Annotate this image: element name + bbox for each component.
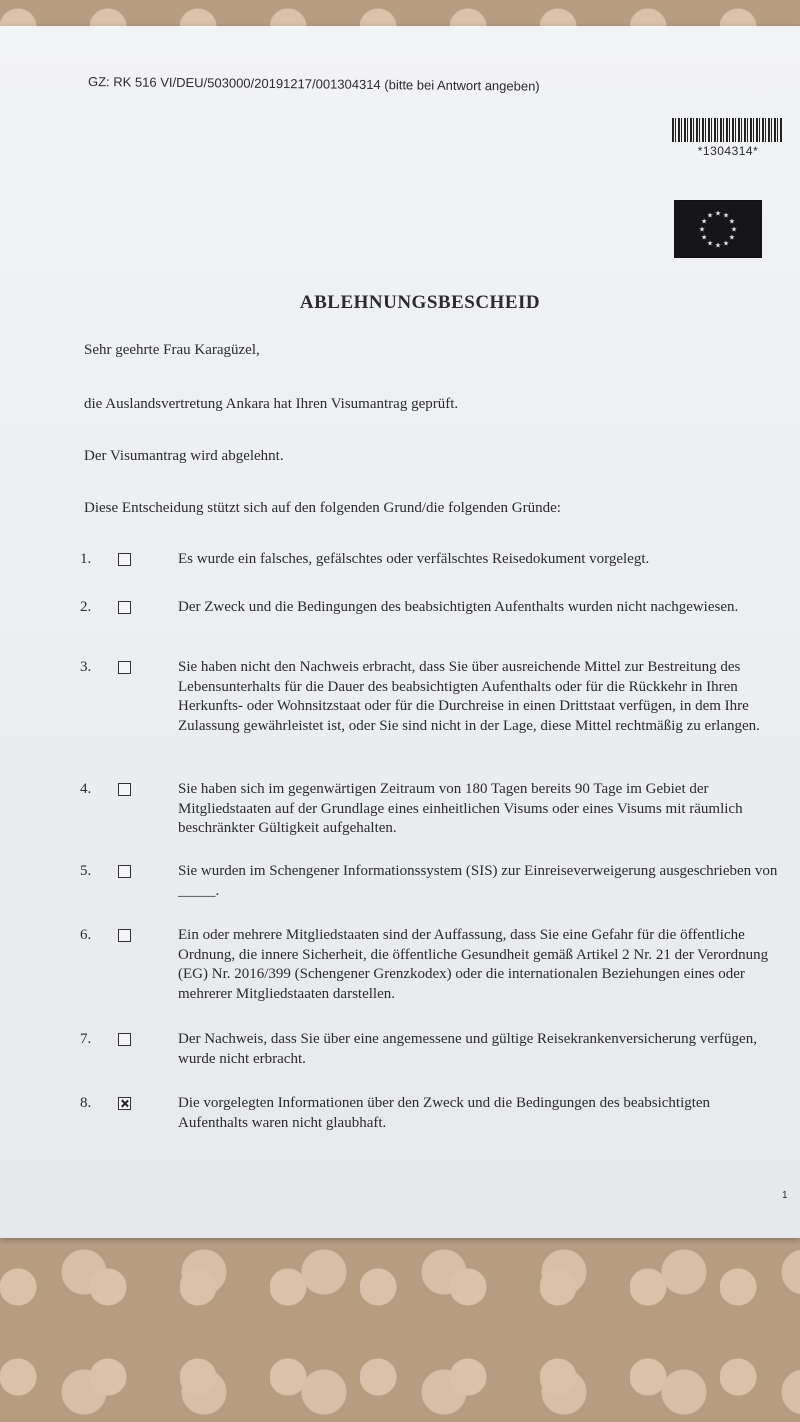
reason-text: Der Nachweis, dass Sie über eine angemessene und gültige Reisekrankenversicherung verfügen, wurde nicht erbracht. <box>178 1031 757 1067</box>
reference-number: GZ: RK 516 VI/DEU/503000/20191217/001304314 (bitte bei Antwort angeben) <box>87 74 540 94</box>
reason-checkbox <box>118 783 131 796</box>
document-title: ABLEHNUNGSBESCHEID <box>299 292 541 313</box>
page-number: 1 <box>782 1190 788 1201</box>
flag-star-icon: ★ <box>728 233 736 242</box>
reason-number: 7. <box>80 1031 92 1047</box>
reason-number: 6. <box>80 927 92 943</box>
flag-star-icon: ★ <box>698 225 706 234</box>
reasons-intro: Diese Entscheidung stützt sich auf den folgenden Grund/die folgenden Gründe: <box>84 500 561 516</box>
reason-text: Es wurde ein falsches, gefälschtes oder verfälschtes Reisedokument vorgelegt. <box>178 551 650 567</box>
barcode-number: *1304314* <box>697 144 759 158</box>
reason-number: 2. <box>80 599 92 615</box>
reason-text: Die vorgelegten Informationen über den Zweck und die Bedingungen des beabsichtigten Aufenthalts waren nicht glaubhaft. <box>178 1095 711 1131</box>
reason-number: 8. <box>80 1095 92 1111</box>
reason-number: 4. <box>80 781 92 797</box>
reason-checkbox <box>118 601 131 614</box>
reason-checkbox <box>118 1033 131 1046</box>
flag-star-icon: ★ <box>730 225 738 234</box>
eu-flag-icon <box>674 200 762 258</box>
reason-number: 5. <box>80 863 92 879</box>
flag-star-icon: ★ <box>700 233 708 242</box>
reason-text: Sie wurden im Schengener Informationssystem (SIS) zur Einreiseverweigerung ausgeschrieben von _____. <box>178 863 778 899</box>
flag-star-icon: ★ <box>714 209 722 218</box>
flag-star-icon: ★ <box>728 217 736 226</box>
flag-star-icon: ★ <box>714 241 722 250</box>
flag-star-icon: ★ <box>722 211 730 220</box>
letter-page <box>0 26 800 1238</box>
reason-checkbox <box>118 929 131 942</box>
reason-checkbox <box>118 661 131 674</box>
reason-number: 1. <box>80 551 92 567</box>
reason-checkbox <box>118 553 131 566</box>
intro-text: die Auslandsvertretung Ankara hat Ihren Visumantrag geprüft. <box>84 396 459 412</box>
decision-text: Der Visumantrag wird abgelehnt. <box>84 448 284 464</box>
reason-text: Ein oder mehrere Mitgliedstaaten sind der Auffassung, dass Sie eine Gefahr für die öffentliche Ordnung, die innere Sicherheit, die öffentliche Gesundheit gemäß Artikel 2 Nr. 21 der Verordnung (EG) Nr. 2016/399 (Schengener Grenzkodex) oder die internationalen Beziehungen eines oder mehrerer Mitgliedstaaten darstellen. <box>178 927 769 1002</box>
reason-text: Sie haben sich im gegenwärtigen Zeitraum von 180 Tagen bereits 90 Tage im Gebiet der Mitgliedstaaten auf der Grundlage eines einheitlichen Visums oder eines Visums mit räumlich beschränkter Gültigkeit aufgehalten. <box>178 781 743 836</box>
reason-number: 3. <box>80 659 92 675</box>
reason-checkbox <box>118 1097 131 1110</box>
flag-star-icon: ★ <box>700 217 708 226</box>
barcode-icon <box>672 118 782 142</box>
reason-text: Sie haben nicht den Nachweis erbracht, dass Sie über ausreichende Mittel zur Bestreitung des Lebensunterhalts für die Dauer des beabsichtigten Aufenthalts oder für die Rückkehr in Ihren Herkunfts- oder Wohnsitzstaat oder für die Durchreise in einen Drittstaat verfügen, in dem Ihre Zulassung gewährleistet ist, oder Sie sind nicht in der Lage, diese Mittel rechtmäßig zu erlangen. <box>178 659 760 734</box>
flag-star-icon: ★ <box>706 239 714 248</box>
flag-star-icon: ★ <box>706 211 714 220</box>
barcode-block <box>672 118 784 158</box>
reason-text: Der Zweck und die Bedingungen des beabsichtigten Aufenthalts wurden nicht nachgewiesen. <box>178 599 739 615</box>
flag-star-icon: ★ <box>722 239 730 248</box>
reason-checkbox <box>118 865 131 878</box>
salutation: Sehr geehrte Frau Karagüzel, <box>84 342 260 358</box>
